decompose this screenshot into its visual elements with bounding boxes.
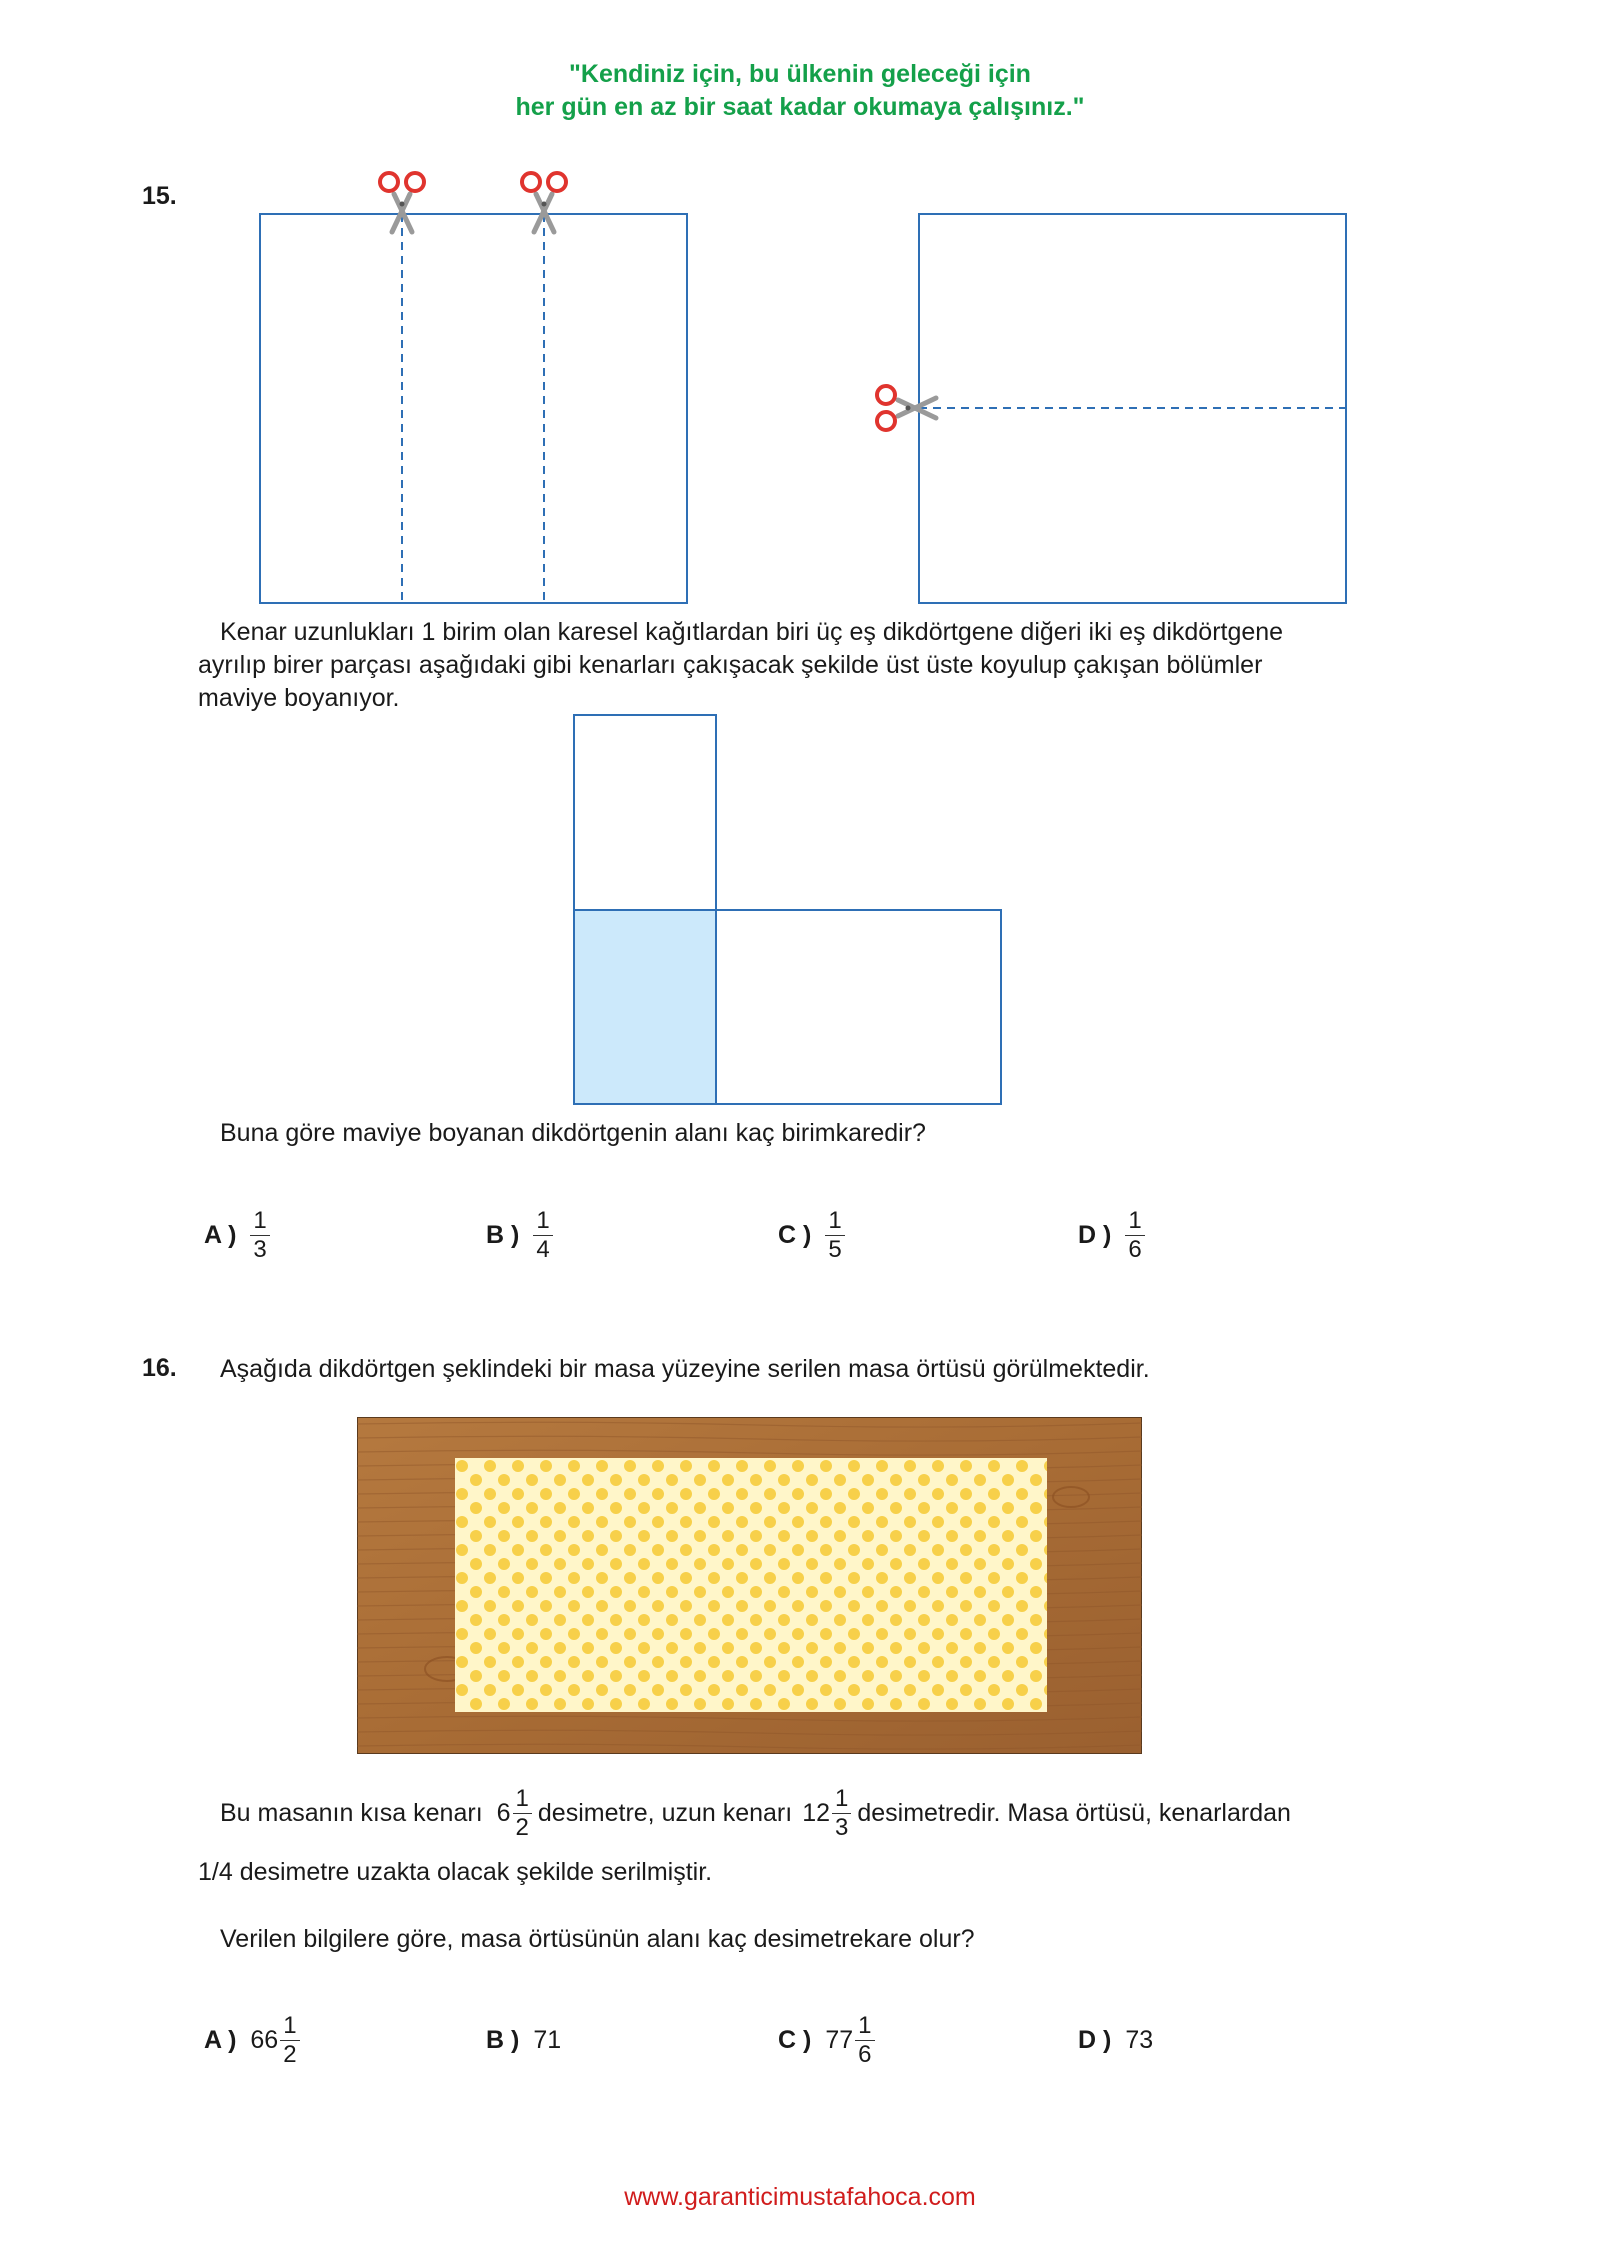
short-side-whole: 6 — [496, 1798, 511, 1827]
q16-text-part-2: desimetre, uzun kenarı — [537, 1798, 793, 1827]
q15-option-c[interactable] — [778, 1200, 845, 1270]
option-label: D ) — [1078, 2025, 1112, 2054]
q15-text-line-1: Kenar uzunlukları 1 birim olan karesel kağıtlardan biri üç eş dikdörtgene diğeri iki eş dikdörtgene — [220, 618, 1284, 646]
q16-question: Verilen bilgilere göre, masa örtüsünün alanı kaç desimetrekare olur? — [220, 1925, 975, 1953]
scissors-icon — [380, 173, 424, 232]
option-label: B ) — [486, 1220, 520, 1249]
option-label: C ) — [778, 2025, 812, 2054]
scissors-icon — [522, 173, 566, 232]
option-fraction: $\frac{1}{6}$ — [1125, 1207, 1144, 1264]
table-with-tablecloth-image — [357, 1417, 1142, 1754]
option-whole: 66 — [250, 2025, 279, 2054]
option-fraction: $\frac{1}{2}$ — [280, 2012, 299, 2069]
option-label: A ) — [204, 2025, 237, 2054]
short-side-fraction: $\frac{1}{2}$ — [513, 1785, 532, 1842]
option-whole: 73 — [1125, 2025, 1154, 2054]
q15-question: Buna göre maviye boyanan dikdörtgenin alanı kaç birimkaredir? — [220, 1119, 926, 1147]
overlap-fill — [574, 910, 716, 1104]
q16-dimensions-line — [220, 1781, 1291, 1845]
option-label: B ) — [486, 2025, 520, 2054]
option-fraction: $\frac{1}{4}$ — [533, 1207, 552, 1264]
question-15-number: 15. — [142, 182, 177, 210]
q15-figure-squares — [0, 0, 1600, 1130]
tablecloth — [455, 1458, 1047, 1712]
long-side-whole: 12 — [802, 1798, 831, 1827]
question-16-number: 16. — [142, 1354, 177, 1382]
option-label: C ) — [778, 1220, 812, 1249]
q15-text-line-3: maviye boyanıyor. — [198, 684, 400, 712]
square-three-strips — [260, 214, 687, 603]
long-side-fraction: $\frac{1}{3}$ — [832, 1785, 851, 1842]
q16-option-d[interactable] — [1078, 2005, 1153, 2075]
option-whole: 77 — [825, 2025, 854, 2054]
q15-option-b[interactable] — [486, 1200, 553, 1270]
q15-option-a[interactable] — [204, 1200, 270, 1270]
quote-line-2: her gün en az bir saat kadar okumaya çalışınız." — [515, 93, 1085, 121]
q16-text-part-3: desimetredir. Masa örtüsü, kenarlardan — [857, 1798, 1291, 1827]
option-whole: 71 — [533, 2025, 562, 2054]
q16-option-a[interactable] — [204, 2005, 300, 2075]
q15-text-line-2: ayrılıp birer parçası aşağıdaki gibi kenarları çakışacak şekilde üst üste koyulup çakışan bölümler — [198, 651, 1263, 679]
scissors-icon — [877, 386, 936, 430]
option-fraction: $\frac{1}{5}$ — [825, 1207, 844, 1264]
footer-url[interactable]: www.garanticimustafahoca.com — [624, 2183, 976, 2211]
option-fraction: $\frac{1}{3}$ — [250, 1207, 269, 1264]
q16-intro: Aşağıda dikdörtgen şeklindeki bir masa yüzeyine serilen masa örtüsü görülmektedir. — [220, 1355, 1150, 1383]
q16-option-b[interactable] — [486, 2005, 561, 2075]
quote-line-1: "Kendiniz için, bu ülkenin geleceği için — [569, 60, 1031, 88]
q16-option-c[interactable] — [778, 2005, 875, 2075]
q16-text-line-2: 1/4 desimetre uzakta olacak şekilde serilmiştir. — [198, 1858, 713, 1886]
option-label: D ) — [1078, 1220, 1112, 1249]
q16-text-part-1: Bu masanın kısa kenarı — [220, 1798, 483, 1827]
option-fraction: $\frac{1}{6}$ — [855, 2012, 874, 2069]
q15-option-d[interactable] — [1078, 1200, 1145, 1270]
option-label: A ) — [204, 1220, 237, 1249]
